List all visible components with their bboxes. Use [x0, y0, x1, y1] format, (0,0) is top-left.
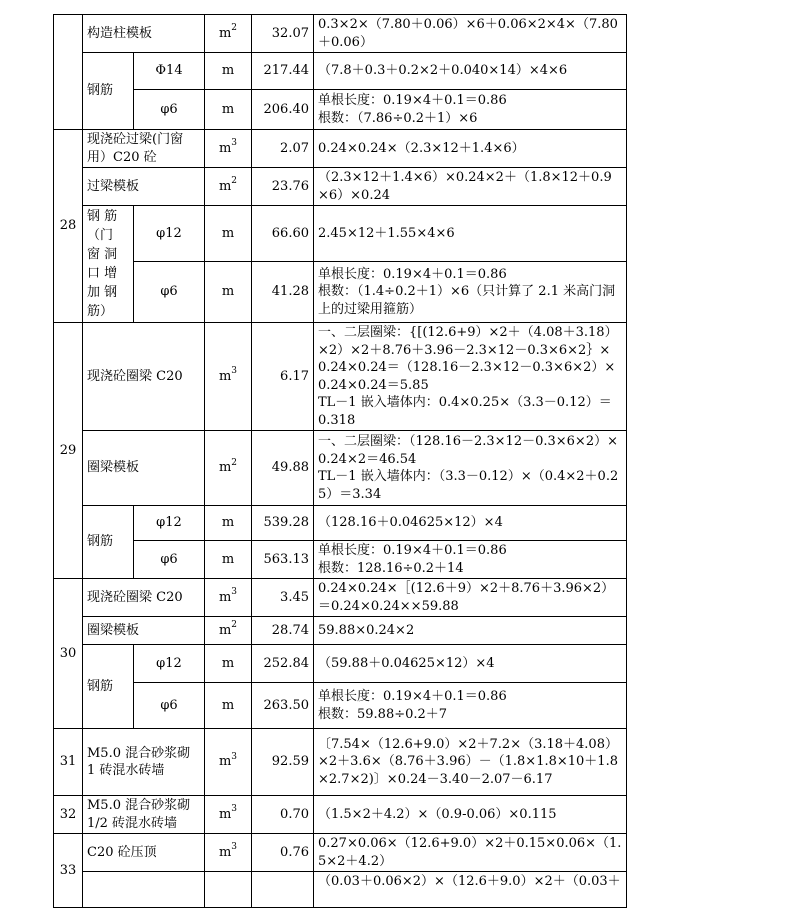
- unit-cell: $m^3$: [205, 796, 252, 834]
- unit-cell: $m^2$: [205, 431, 252, 506]
- quantity-cell: 0.70: [252, 796, 314, 834]
- rebar-spec: φ12: [134, 506, 205, 541]
- quantity-cell: 263.50: [252, 683, 314, 729]
- table-row: [54, 506, 627, 541]
- item-name: 构造柱模板: [83, 15, 205, 53]
- quantity-cell: 2.07: [252, 130, 314, 168]
- quantity-cell: 49.88: [252, 431, 314, 506]
- unit-cell: m: [205, 90, 252, 130]
- item-number: 29: [54, 323, 83, 579]
- quantity-cell: 539.28: [252, 506, 314, 541]
- unit-cell: m: [205, 683, 252, 729]
- formula-cell: 59.88×0.24×2: [314, 617, 627, 645]
- unit-cell: $m^2$: [205, 15, 252, 53]
- formula-cell: 0.24×0.24×（2.3×12＋1.4×6）: [314, 130, 627, 168]
- quantity-cell: 3.45: [252, 579, 314, 617]
- group-name: 钢 筋 （门 窗 洞 口 增 加 钢 筋）: [83, 206, 134, 323]
- formula-cell: 0.27×0.06×（12.6+9.0）×2＋0.15×0.06×（1.5×2＋4.2）: [314, 834, 627, 872]
- table-row: [54, 729, 627, 796]
- table-row: [54, 541, 627, 579]
- item-name: C20 砼压顶: [83, 834, 205, 872]
- table-row: [54, 431, 627, 506]
- unit-cell: m: [205, 506, 252, 541]
- unit-cell: m: [205, 645, 252, 683]
- table-row: [54, 617, 627, 645]
- formula-cell: 单根长度：0.19×4＋0.1＝0.86 根数：59.88÷0.2＋7: [314, 683, 627, 729]
- formula-cell: 0.24×0.24×［(12.6＋9）×2＋8.76＋3.96×2）＝0.24×0.24××59.88: [314, 579, 627, 617]
- unit-cell: m: [205, 541, 252, 579]
- table-row: [54, 834, 627, 872]
- item-number: 30: [54, 579, 83, 729]
- quantity-cell: 28.74: [252, 617, 314, 645]
- item-name: 过梁模板: [83, 168, 205, 206]
- table-row: [54, 872, 627, 908]
- item-name: M5.0 混合砂浆砌 1/2 砖混水砖墙: [83, 796, 205, 834]
- unit-cell: $m^3$: [205, 729, 252, 796]
- table-row: [54, 53, 627, 90]
- formula-cell: （7.8＋0.3＋0.2×2＋0.040×14）×4×6: [314, 53, 627, 90]
- table-row: [54, 683, 627, 729]
- table-row: [54, 15, 627, 53]
- unit-cell: $m^3$: [205, 834, 252, 872]
- unit-cell: [205, 872, 252, 908]
- table-row: [54, 130, 627, 168]
- unit-cell: $m^3$: [205, 130, 252, 168]
- table-row: [54, 323, 627, 431]
- formula-cell: 单根长度：0.19×4＋0.1＝0.86 根数：（1.4÷0.2＋1）×6（只计算了 2.1 米高门洞上的过梁用箍筋）: [314, 262, 627, 323]
- unit-cell: $m^3$: [205, 579, 252, 617]
- unit-cell: $m^2$: [205, 617, 252, 645]
- item-name: [83, 872, 205, 908]
- formula-cell: 0.3×2×（7.80＋0.06）×6＋0.06×2×4×（7.80＋0.06）: [314, 15, 627, 53]
- quantity-cell: 32.07: [252, 15, 314, 53]
- table-row: [54, 645, 627, 683]
- quantity-cell: 23.76: [252, 168, 314, 206]
- unit-cell: $m^3$: [205, 323, 252, 431]
- quantity-cell: 92.59: [252, 729, 314, 796]
- formula-cell: 2.45×12＋1.55×4×6: [314, 206, 627, 262]
- item-name: 现浇砼圈梁 C20: [83, 579, 205, 617]
- table-row: [54, 168, 627, 206]
- quantity-cell: 206.40: [252, 90, 314, 130]
- table-row: [54, 579, 627, 617]
- unit-cell: m: [205, 206, 252, 262]
- table-row: [54, 206, 627, 262]
- quantity-cell: 6.17: [252, 323, 314, 431]
- unit-cell: m: [205, 262, 252, 323]
- item-number-cell: [54, 15, 83, 130]
- item-number: 31: [54, 729, 83, 796]
- quantity-table: [53, 14, 627, 908]
- quantity-cell: 252.84: [252, 645, 314, 683]
- group-name: 钢筋: [83, 506, 134, 579]
- rebar-spec: φ6: [134, 541, 205, 579]
- formula-cell: （2.3×12＋1.4×6）×0.24×2＋（1.8×12＋0.9×6）×0.24: [314, 168, 627, 206]
- item-name: M5.0 混合砂浆砌 1 砖混水砖墙: [83, 729, 205, 796]
- quantity-cell: 563.13: [252, 541, 314, 579]
- unit-cell: $m^2$: [205, 168, 252, 206]
- rebar-spec: Φ14: [134, 53, 205, 90]
- formula-cell: 一、二层圈梁：（128.16－2.3×12－0.3×6×2）×0.24×2＝46.54 TL－1 嵌入墙体内：（3.3－0.12）×（0.4×2＋0.25）＝3.34: [314, 431, 627, 506]
- rebar-spec: φ6: [134, 262, 205, 323]
- rebar-spec: φ6: [134, 90, 205, 130]
- rebar-spec: φ6: [134, 683, 205, 729]
- item-number: 28: [54, 130, 83, 323]
- unit-cell: m: [205, 53, 252, 90]
- item-name: 现浇砼过梁(门窗用）C20 砼: [83, 130, 205, 168]
- formula-cell: 〔7.54×（12.6+9.0）×2＋7.2×（3.18＋4.08）×2＋3.6×（8.76＋3.96）－（1.8×1.8×10＋1.8×2.7×2)〕×0.24－3.40－2.07－6.17: [314, 729, 627, 796]
- table-row: [54, 90, 627, 130]
- item-name: 圈梁模板: [83, 431, 205, 506]
- item-name: 现浇砼圈梁 C20: [83, 323, 205, 431]
- formula-cell: （1.5×2＋4.2）×（0.9-0.06）×0.115: [314, 796, 627, 834]
- table-row: [54, 262, 627, 323]
- quantity-cell: 0.76: [252, 834, 314, 872]
- item-name: 圈梁模板: [83, 617, 205, 645]
- item-number: 33: [54, 834, 83, 908]
- formula-cell: 单根长度：0.19×4＋0.1＝0.86 根数：128.16÷0.2＋14: [314, 541, 627, 579]
- formula-cell: （128.16＋0.04625×12）×4: [314, 506, 627, 541]
- quantity-cell: 217.44: [252, 53, 314, 90]
- formula-cell: 一、二层圈梁：{[(12.6+9）×2＋（4.08＋3.18）×2）×2＋8.76＋3.96－2.3×12－0.3×6×2｝×0.24×0.24＝（128.16－2.3×12－0.3×6×2）×0.24×0.24＝5.85 TL－1 嵌入墙体内：0.4×0.25×（3.3－0.12）＝0.318: [314, 323, 627, 431]
- formula-cell: （59.88＋0.04625×12）×4: [314, 645, 627, 683]
- quantity-cell: [252, 872, 314, 908]
- rebar-spec: φ12: [134, 645, 205, 683]
- formula-cell: 单根长度：0.19×4＋0.1＝0.86 根数：（7.86÷0.2＋1）×6: [314, 90, 627, 130]
- quantity-cell: 66.60: [252, 206, 314, 262]
- table-row: [54, 796, 627, 834]
- group-name: 钢筋: [83, 645, 134, 729]
- rebar-spec: φ12: [134, 206, 205, 262]
- group-name: 钢筋: [83, 53, 134, 130]
- formula-cell: （0.03＋0.06×2）×（12.6＋9.0）×2＋（0.03＋: [314, 872, 627, 908]
- item-number: 32: [54, 796, 83, 834]
- quantity-cell: 41.28: [252, 262, 314, 323]
